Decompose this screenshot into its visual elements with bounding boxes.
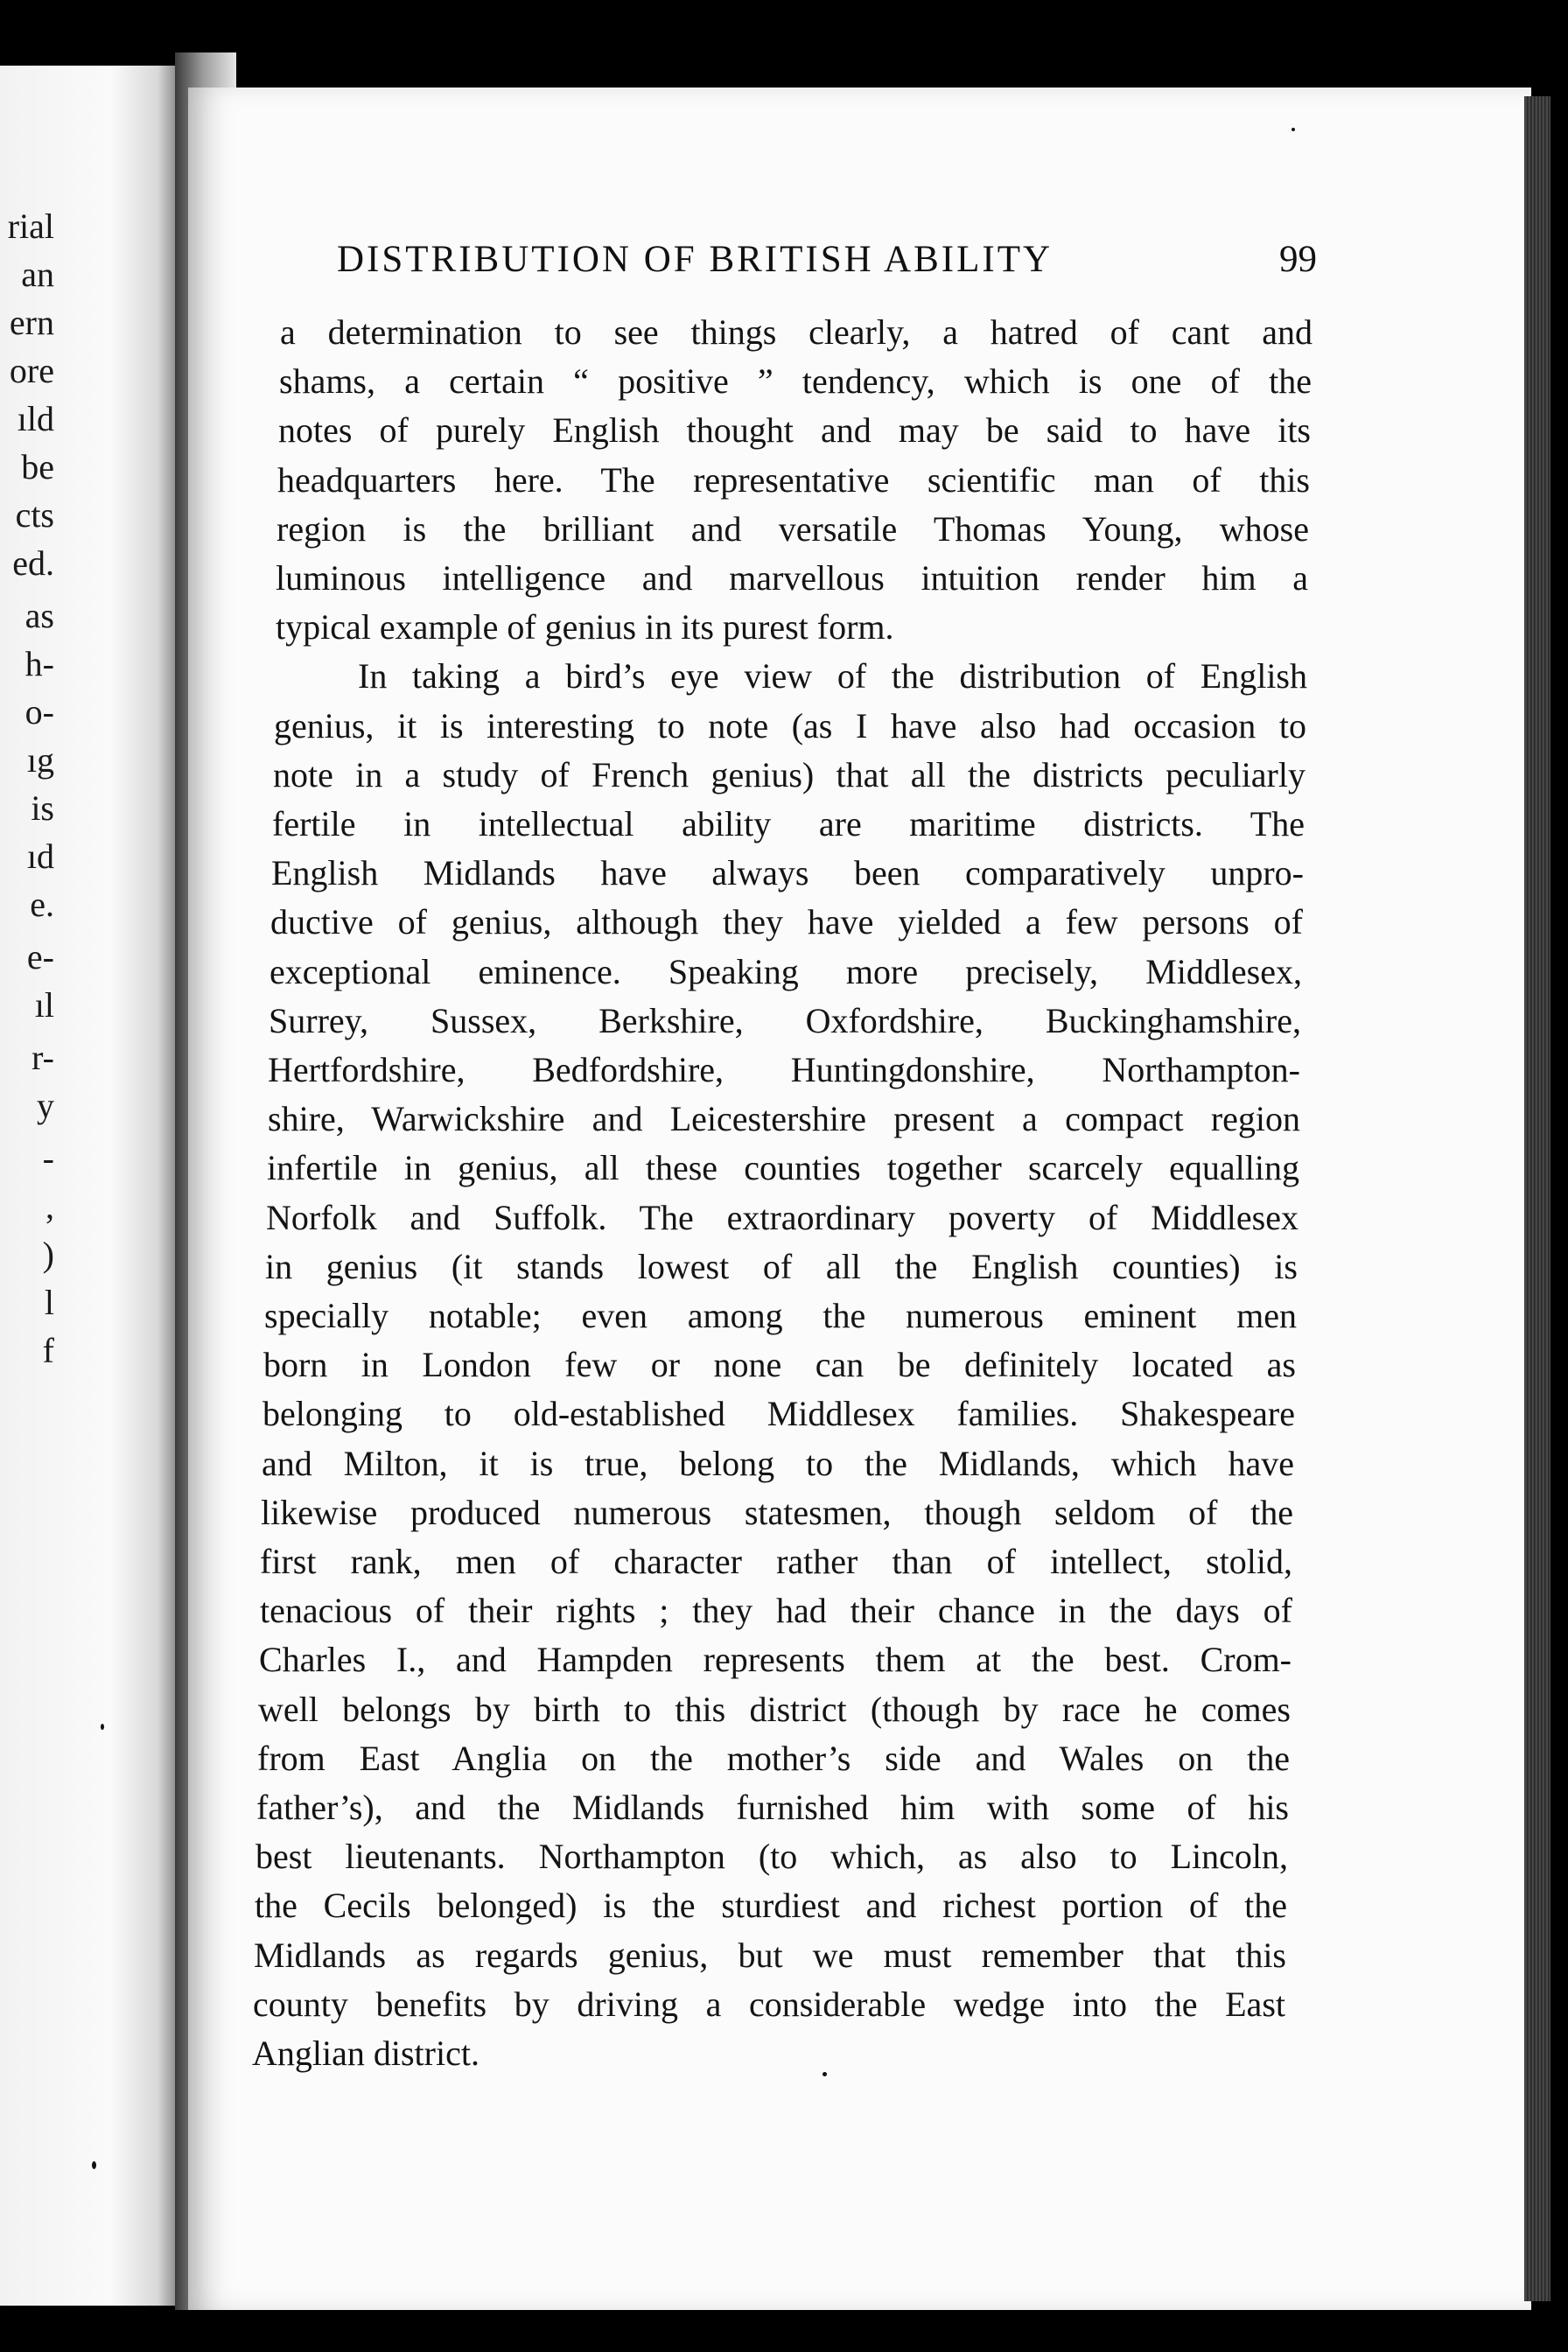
running-header-title: DISTRIBUTION OF BRITISH ABILITY [337,239,1054,280]
body-line: born in London few or none can be definitely located as [263,1345,1296,1384]
left-page-fragment: , [46,1186,54,1226]
left-page-fragment: ıg [26,740,54,780]
left-page-fragment: as [24,596,54,635]
body-line: shire, Warwickshire and Leicestershire present a compact region [268,1099,1300,1138]
body-line: first rank, men of character rather than of intellect, stolid, [260,1542,1292,1581]
body-line: note in a study of French genius) that all the districts peculiarly [273,755,1306,794]
body-line: likewise produced numerous statesmen, though seldom of the [261,1493,1293,1532]
body-line: and Milton, it is true, belong to the Midlands, which have [262,1444,1294,1483]
body-line: notes of purely English thought and may be said to have its [278,410,1311,450]
running-header [337,238,1317,290]
body-line: ductive of genius, although they have yielded a few persons of [270,902,1303,942]
body-line: Norfolk and Suffolk. The extraordinary poverty of Middlesex [266,1198,1298,1237]
body-line: belonging to old-established Middlesex families. Shakespeare [262,1394,1295,1433]
left-page-fragment: ) [42,1235,54,1274]
left-page-fragment: an [21,255,54,294]
body-line: well belongs by birth to this district (though by race he comes [258,1690,1291,1729]
left-page-fragment: - [42,1138,54,1178]
left-page-fragment: ore [9,351,54,390]
body-line: typical example of genius in its purest form. [276,607,894,647]
body-line: a determination to see things clearly, a hatred of cant and [280,312,1312,352]
body-line: tenacious of their rights ; they had their chance in the days of [260,1591,1292,1630]
left-page-fragment: l [44,1283,54,1322]
left-page-fragment: h- [24,644,54,683]
left-page-edge [0,66,186,2306]
left-page-fragment: ıl [34,985,54,1025]
left-page-fragment: rial [7,206,54,246]
dust-speck [822,2072,827,2076]
left-page-fragment: ıld [17,399,54,438]
left-page-fragment: is [31,788,54,828]
body-line: specially notable; even among the numerous eminent men [264,1296,1297,1335]
left-page-fragment: cts [15,495,54,535]
body-line: Midlands as regards genius, but we must remember that this [254,1936,1286,1975]
left-page-fragment: ed. [12,543,54,583]
body-line: Anglian district. [252,2034,480,2073]
body-line: the Cecils belonged) is the sturdiest and richest portion of the [255,1886,1287,1925]
body-line: from East Anglia on the mother’s side and Wales on the [257,1739,1290,1778]
left-page-fragment: be [21,447,54,486]
body-line: father’s), and the Midlands furnished him with some of his [256,1788,1289,1827]
page-stack-edge [1524,96,1550,2301]
body-line: English Midlands have always been comparatively unpro- [271,853,1304,892]
left-page-fragment: e- [26,937,54,976]
body-line: headquarters here. The representative scientific man of this [277,460,1310,500]
body-line: Hertfordshire, Bedfordshire, Huntingdonshire, Northampton- [268,1050,1300,1089]
left-page-fragment: r- [32,1038,54,1077]
body-line: Surrey, Sussex, Berkshire, Oxfordshire, Buckinghamshire, [269,1001,1301,1040]
body-line: genius, it is interesting to note (as I have also had occasion to [274,706,1306,746]
body-line: fertile in intellectual ability are maritime districts. The [272,804,1305,844]
left-page-fragment: ern [9,303,54,342]
body-line: shams, a certain “ positive ” tendency, which is one of the [279,361,1312,401]
body-line: luminous intelligence and marvellous intuition render him a [276,558,1308,598]
dust-speck [92,2161,96,2169]
body-line: county benefits by driving a considerable wedge into the East [253,1984,1285,2024]
left-page-fragment: f [42,1331,54,1370]
body-line: best lieutenants. Northampton (to which, as also to Lincoln, [256,1837,1288,1876]
body-line: In taking a bird’s eye view of the distribution of English [358,656,1307,696]
left-page-fragment: e. [30,885,54,924]
body-line: Charles I., and Hampden represents them at the best. Crom- [259,1640,1292,1679]
body-line: exceptional eminence. Speaking more precisely, Middlesex, [270,952,1302,991]
left-page-fragment: o- [24,692,54,732]
body-line: region is the brilliant and versatile Thomas Young, whose [276,509,1309,549]
body-line: in genius (it stands lowest of all the English counties) is [265,1247,1298,1286]
left-page-fragment: ıd [26,836,54,876]
dust-speck [1292,128,1295,131]
dust-speck [101,1724,104,1730]
left-page-fragment: y [37,1086,54,1125]
page-number: 99 [1279,239,1317,280]
body-line: infertile in genius, all these counties together scarcely equalling [267,1148,1299,1187]
